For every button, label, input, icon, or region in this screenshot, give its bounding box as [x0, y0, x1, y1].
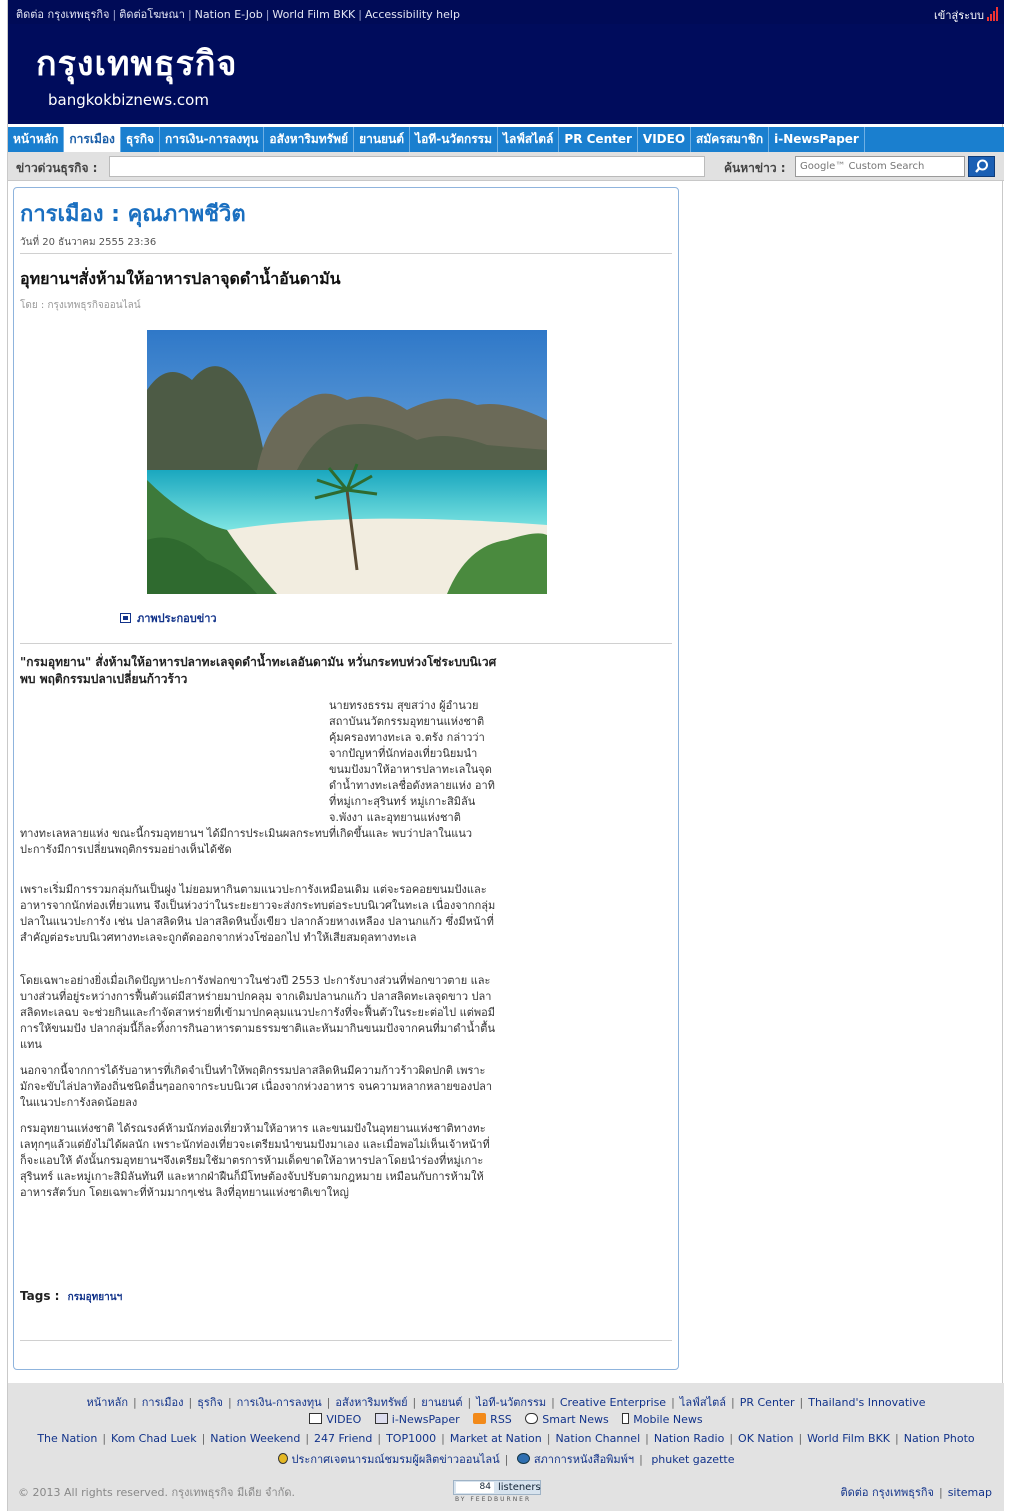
- separator: |: [467, 1396, 472, 1409]
- footer-link[interactable]: Nation Radio: [653, 1432, 725, 1445]
- footer-link[interactable]: World Film BKK: [807, 1432, 891, 1445]
- nav-item-11[interactable]: i-NewsPaper: [769, 127, 865, 152]
- feedburner-widget[interactable]: [453, 1480, 541, 1505]
- footer-link[interactable]: ไลฟ์สไตล์: [679, 1396, 726, 1409]
- footer-link-phuket-gazette[interactable]: phuket gazette: [651, 1453, 735, 1466]
- rss-icon: [473, 1413, 486, 1424]
- footer-section-links: [8, 1393, 1004, 1411]
- ticker-label: ข่าวด่วนธุรกิจ :: [16, 161, 98, 175]
- footer-right-links: ติดต่อ กรุงเทพธุรกิจ | sitemap: [840, 1486, 992, 1499]
- top-link-ejob[interactable]: Nation E-Job: [194, 8, 263, 21]
- footer-link[interactable]: ธุรกิจ: [197, 1396, 223, 1409]
- footer-media-links: [8, 1413, 1004, 1426]
- footer-link[interactable]: Kom Chad Luek: [111, 1432, 197, 1445]
- footer-link[interactable]: The Nation: [37, 1432, 98, 1445]
- footer-link[interactable]: ยานยนต์: [421, 1396, 463, 1409]
- separator: |: [188, 1396, 193, 1409]
- footer-link-sitemap[interactable]: sitemap: [947, 1486, 992, 1499]
- logo[interactable]: กรุงเทพธุรกิจ: [36, 44, 238, 84]
- copyright: © 2013 All rights reserved. กรุงเทพธุรกิจ มีเดีย จำกัด.: [18, 1486, 295, 1499]
- photo-caption-link[interactable]: [120, 609, 217, 627]
- separator: |: [102, 1432, 107, 1445]
- nav-item-5[interactable]: ยานยนต์: [354, 127, 410, 152]
- footer-misc-links: ประกาศเจตนารมณ์ชมรมผู้ผลิตข่าวออนไลน์ | สภาการหนังสือพิมพ์ฯ | phuket gazette: [8, 1450, 1004, 1468]
- top-link-worldfilm[interactable]: World Film BKK: [272, 8, 356, 21]
- mobile-icon: [622, 1413, 629, 1424]
- search-icon: [969, 157, 994, 176]
- footer-link-declaration[interactable]: ประกาศเจตนารมณ์ชมรมผู้ผลิตข่าวออนไลน์: [291, 1453, 500, 1466]
- divider: [20, 253, 672, 254]
- article-byline: โดย : กรุงเทพธุรกิจออนไลน์: [20, 300, 141, 311]
- tags-label: Tags :: [20, 1289, 60, 1303]
- article-paragraph: โดยเฉพาะอย่างยิ่งเมื่อเกิดปัญหาปะการังฟอกขาวในช่วงปี 2553 ปะการังบางส่วนที่ฟอกขาวตาย และบางส่วนที่อยู่ระหว่างการฟื้นตัวแต่มีสาหร่ายมาปกคลุม จากเดิมปลานกแก้ว ปลาสลิดทะเลจุดขาว ปลาสลิดทะเลฉบ จะช่วยกินและกำจัดสาหร่ายที่เข้ามาปกคลุมแนวปะการังที่จะฟื้นตัวในระยะต่อไป แต่พอมีการให้ขนมปัง ปลากลุ่มนี้ก็ละทิ้งการกินอาหารตามธรรมชาติและหันมากินขนมปังจากคนที่มาดำน้ำตื้นแทน: [20, 974, 496, 1051]
- article-photo[interactable]: [147, 330, 547, 594]
- logo-domain: bangkokbiznews.com: [48, 91, 209, 109]
- separator: |: [798, 1432, 803, 1445]
- listeners-count: 84: [456, 1482, 494, 1493]
- nav-item-0[interactable]: หน้าหลัก: [8, 127, 64, 152]
- footer-link[interactable]: Nation Channel: [555, 1432, 641, 1445]
- footer-link[interactable]: อสังหาริมทรัพย์: [335, 1396, 408, 1409]
- article-paragraph: ทางทะเลหลายแห่ง ขณะนี้กรมอุทยานฯ ได้มีการประเมินผลกระทบที่เกิดขึ้นและ พบว่าปลาในแนวปะการังมีการเปลี่ยนพฤติกรรมอย่างเห็นได้ชัด: [20, 827, 473, 856]
- top-link-accessibility[interactable]: Accessibility help: [364, 8, 460, 21]
- footer-link[interactable]: PR Center: [739, 1396, 795, 1409]
- article-paragraph: เพราะเริ่มมีการรวมกลุ่มกันเป็นฝูง ไม่ยอมหากินตามแนวปะการังเหมือนเดิม แต่จะรอคอยขนมปังและอาหารจากนักท่องเที่ยวแทน จึงเป็นห่วงว่าในระยะยาวจะส่งกระทบต่อระบบนิเวศในทะเล เนื่องจากกลุ่มปลาในแนวปะการัง เช่น ปลาสลิดหิน ปลาสลิดหินบั้งเขียว ปลากล้วยหางเหลือง ปลานกแก้ว ซึ่งมีหน้าที่สำคัญต่อระบบนิเวศทางทะเลจะถูกตัดออกจากห่วงโซ่ออกไป ทำให้เสียสมดุลทางทะเล: [20, 883, 496, 944]
- listeners-label: listeners: [498, 1482, 541, 1493]
- separator: |: [645, 1432, 649, 1445]
- separator: |: [326, 1396, 331, 1409]
- footer-link-contact[interactable]: ติดต่อ กรุงเทพธุรกิจ: [840, 1486, 934, 1499]
- separator: |: [441, 1432, 445, 1445]
- search-input[interactable]: [795, 156, 965, 177]
- separator: |: [551, 1396, 555, 1409]
- top-link-ads[interactable]: ติดต่อโฆษณา: [119, 8, 185, 21]
- footer-link[interactable]: Nation Weekend: [210, 1432, 301, 1445]
- news-ticker[interactable]: [109, 156, 705, 177]
- nav-item-9[interactable]: VIDEO: [638, 127, 691, 152]
- footer: [8, 1383, 1004, 1511]
- separator: |: [412, 1396, 417, 1409]
- chat-bubble-icon: [525, 1413, 538, 1424]
- footer-link[interactable]: OK Nation: [738, 1432, 794, 1445]
- footer-link-inewspaper[interactable]: i-NewsPaper: [391, 1413, 460, 1426]
- nav-item-1[interactable]: การเมือง: [64, 127, 121, 152]
- separator: |: [546, 1432, 551, 1445]
- nav-item-7[interactable]: ไลฟ์สไตล์: [498, 127, 559, 152]
- footer-link[interactable]: Market at Nation: [449, 1432, 542, 1445]
- article-tags: [20, 1289, 122, 1305]
- login-link[interactable]: เข้าสู่ระบบ: [934, 9, 984, 22]
- tag-link[interactable]: กรมอุทยานฯ: [67, 1292, 123, 1303]
- footer-link[interactable]: การเมือง: [141, 1396, 184, 1409]
- newspaper-icon: [375, 1413, 388, 1424]
- footer-link[interactable]: Creative Enterprise: [559, 1396, 667, 1409]
- nav-item-2[interactable]: ธุรกิจ: [121, 127, 160, 152]
- section-title: การเมือง : คุณภาพชีวิต: [20, 202, 246, 227]
- footer-link[interactable]: การเงิน-การลงทุน: [236, 1396, 322, 1409]
- footer-link-video[interactable]: VIDEO: [326, 1413, 362, 1426]
- photo-icon: [120, 613, 131, 623]
- separator: |: [799, 1396, 804, 1409]
- beach-photo: [147, 330, 547, 594]
- footer-link-rss[interactable]: RSS: [490, 1413, 512, 1426]
- footer-link[interactable]: Nation Photo: [903, 1432, 975, 1445]
- divider: [20, 643, 672, 644]
- search-label: ค้นหาข่าว :: [724, 161, 786, 175]
- nav-item-8[interactable]: PR Center: [559, 127, 638, 152]
- listeners-counter: [453, 1480, 541, 1495]
- award-icon: [278, 1453, 288, 1464]
- footer-link[interactable]: TOP1000: [386, 1432, 437, 1445]
- footer-nation-links: [8, 1432, 1004, 1445]
- nav-item-6[interactable]: ไอที-นวัตกรรม: [410, 127, 498, 152]
- footer-link-press-council[interactable]: สภาการหนังสือพิมพ์ฯ: [533, 1453, 635, 1466]
- top-links: ติดต่อ กรุงเทพธุรกิจ | ติดต่อโฆษณา | Nation E-Job | World Film BKK | Accessibility help: [16, 8, 460, 21]
- article-lead: "กรมอุทยาน" สั่งห้ามให้อาหารปลาทะเลจุดดำน้ำทะเลอันดามัน หวั่นกระทบห่วงโซ่ระบบนิเวศ พบ พฤติกรรมปลาเปลี่ยนก้าวร้าว: [20, 655, 497, 686]
- nav-item-3[interactable]: การเงิน-การลงทุน: [160, 127, 264, 152]
- footer-link-mobilenews[interactable]: Mobile News: [633, 1413, 703, 1426]
- feedburner-label: BY FEEDBURNER: [455, 1496, 532, 1503]
- article-paragraph: นายทรงธรรม สุขสว่าง ผู้อำนวยสถาบันนวัตกรรมอุทยานแห่งชาติคุ้มครองทางทะเล จ.ตรัง กล่าวว่า จากปัญหาที่นักท่องเที่ยวนิยมนำขนมปังมาให้อาหารปลาทะเลในจุดดำน้ำทางทะเลชื่อดังหลายแห่ง อาทิ ที่หมู่เกาะสุรินทร์ หมู่เกาะสิมิลัน จ.พังงา และอุทยานแห่งชาติ: [329, 699, 495, 824]
- photo-caption: ภาพประกอบข่าว: [137, 612, 217, 625]
- article-paragraph: นอกจากนี้จากการได้รับอาหารที่เกิดจำเป็นทำให้พฤติกรรมปลาสลิดหินมีความก้าวร้าวผิดปกติ เพราะมักจะขับไล่ปลาท้องถิ่นชนิดอื่นๆออกจากระบบนิเวศ เนื่องจากห่วงอาหาร จนความหลากหลายของปลาในแนวปะการังลดน้อยลง: [20, 1064, 493, 1109]
- footer-link[interactable]: Thailand's Innovative: [808, 1396, 926, 1409]
- main-nav: [8, 127, 1004, 152]
- ticker-search-bar: [8, 152, 1004, 181]
- top-link-contact[interactable]: ติดต่อ กรุงเทพธุรกิจ: [16, 8, 110, 21]
- article-headline: อุทยานฯสั่งห้ามให้อาหารปลาจุดดำน้ำอันดามัน: [20, 269, 341, 288]
- masthead: [8, 24, 1004, 124]
- article-date: วันที่ 20 ธันวาคม 2555 23:36: [20, 237, 157, 248]
- separator: |: [133, 1396, 137, 1409]
- separator: |: [729, 1432, 734, 1445]
- footer-link-smartnews[interactable]: Smart News: [542, 1413, 609, 1426]
- nav-item-10[interactable]: สมัครสมาชิก: [691, 127, 769, 152]
- footer-link[interactable]: หน้าหลัก: [86, 1396, 129, 1409]
- separator: |: [201, 1432, 206, 1445]
- nav-item-4[interactable]: อสังหาริมทรัพย์: [264, 127, 354, 152]
- page: [7, 0, 1003, 1511]
- footer-link[interactable]: ไอที-นวัตกรรม: [476, 1396, 547, 1409]
- separator: |: [377, 1432, 382, 1445]
- signal-icon: [987, 5, 999, 21]
- search-button[interactable]: [968, 156, 995, 177]
- separator: |: [731, 1396, 735, 1409]
- article-panel: [13, 187, 679, 1370]
- eye-icon: [517, 1453, 530, 1464]
- separator: |: [895, 1432, 899, 1445]
- divider: [20, 1340, 672, 1341]
- separator: |: [227, 1396, 232, 1409]
- separator: |: [305, 1432, 310, 1445]
- footer-link[interactable]: 247 Friend: [314, 1432, 373, 1445]
- article-paragraph: กรมอุทยานแห่งชาติ ได้รณรงค์ห้ามนักท่องเที่ยวห้ามให้อาหาร และขนมปังในอุทยานแห่งชาติทางทะเลทุกๆแล้วแต่ยังไม่ได้ผลนัก เพราะนักท่องเที่ยวจะเตรียมนำขนมปังมาเอง และเมื่อพอไม่เห็นเจ้าหน้าที่ก็จะแอบให้ ดังนั้นกรมอุทยานฯจึงเตรียมใช้มาตรการห้ามเด็ดขาดให้อาหารปลาโดยนำร่องที่หมู่เกาะสุรินทร์ และหมู่เกาะสิมิลันทันที และหากฝ่าฝืนก็มีโทษต้องจับปรับตามกฎหมาย เหมือนกับการห้ามให้อาหารสัตว์บก โดยเฉพาะที่ห้ามมากๆเช่น ลิงที่อุทยานแห่งชาติเขาใหญ่: [20, 1122, 490, 1199]
- top-bar: [8, 0, 1004, 24]
- video-icon: [309, 1413, 322, 1424]
- separator: |: [671, 1396, 675, 1409]
